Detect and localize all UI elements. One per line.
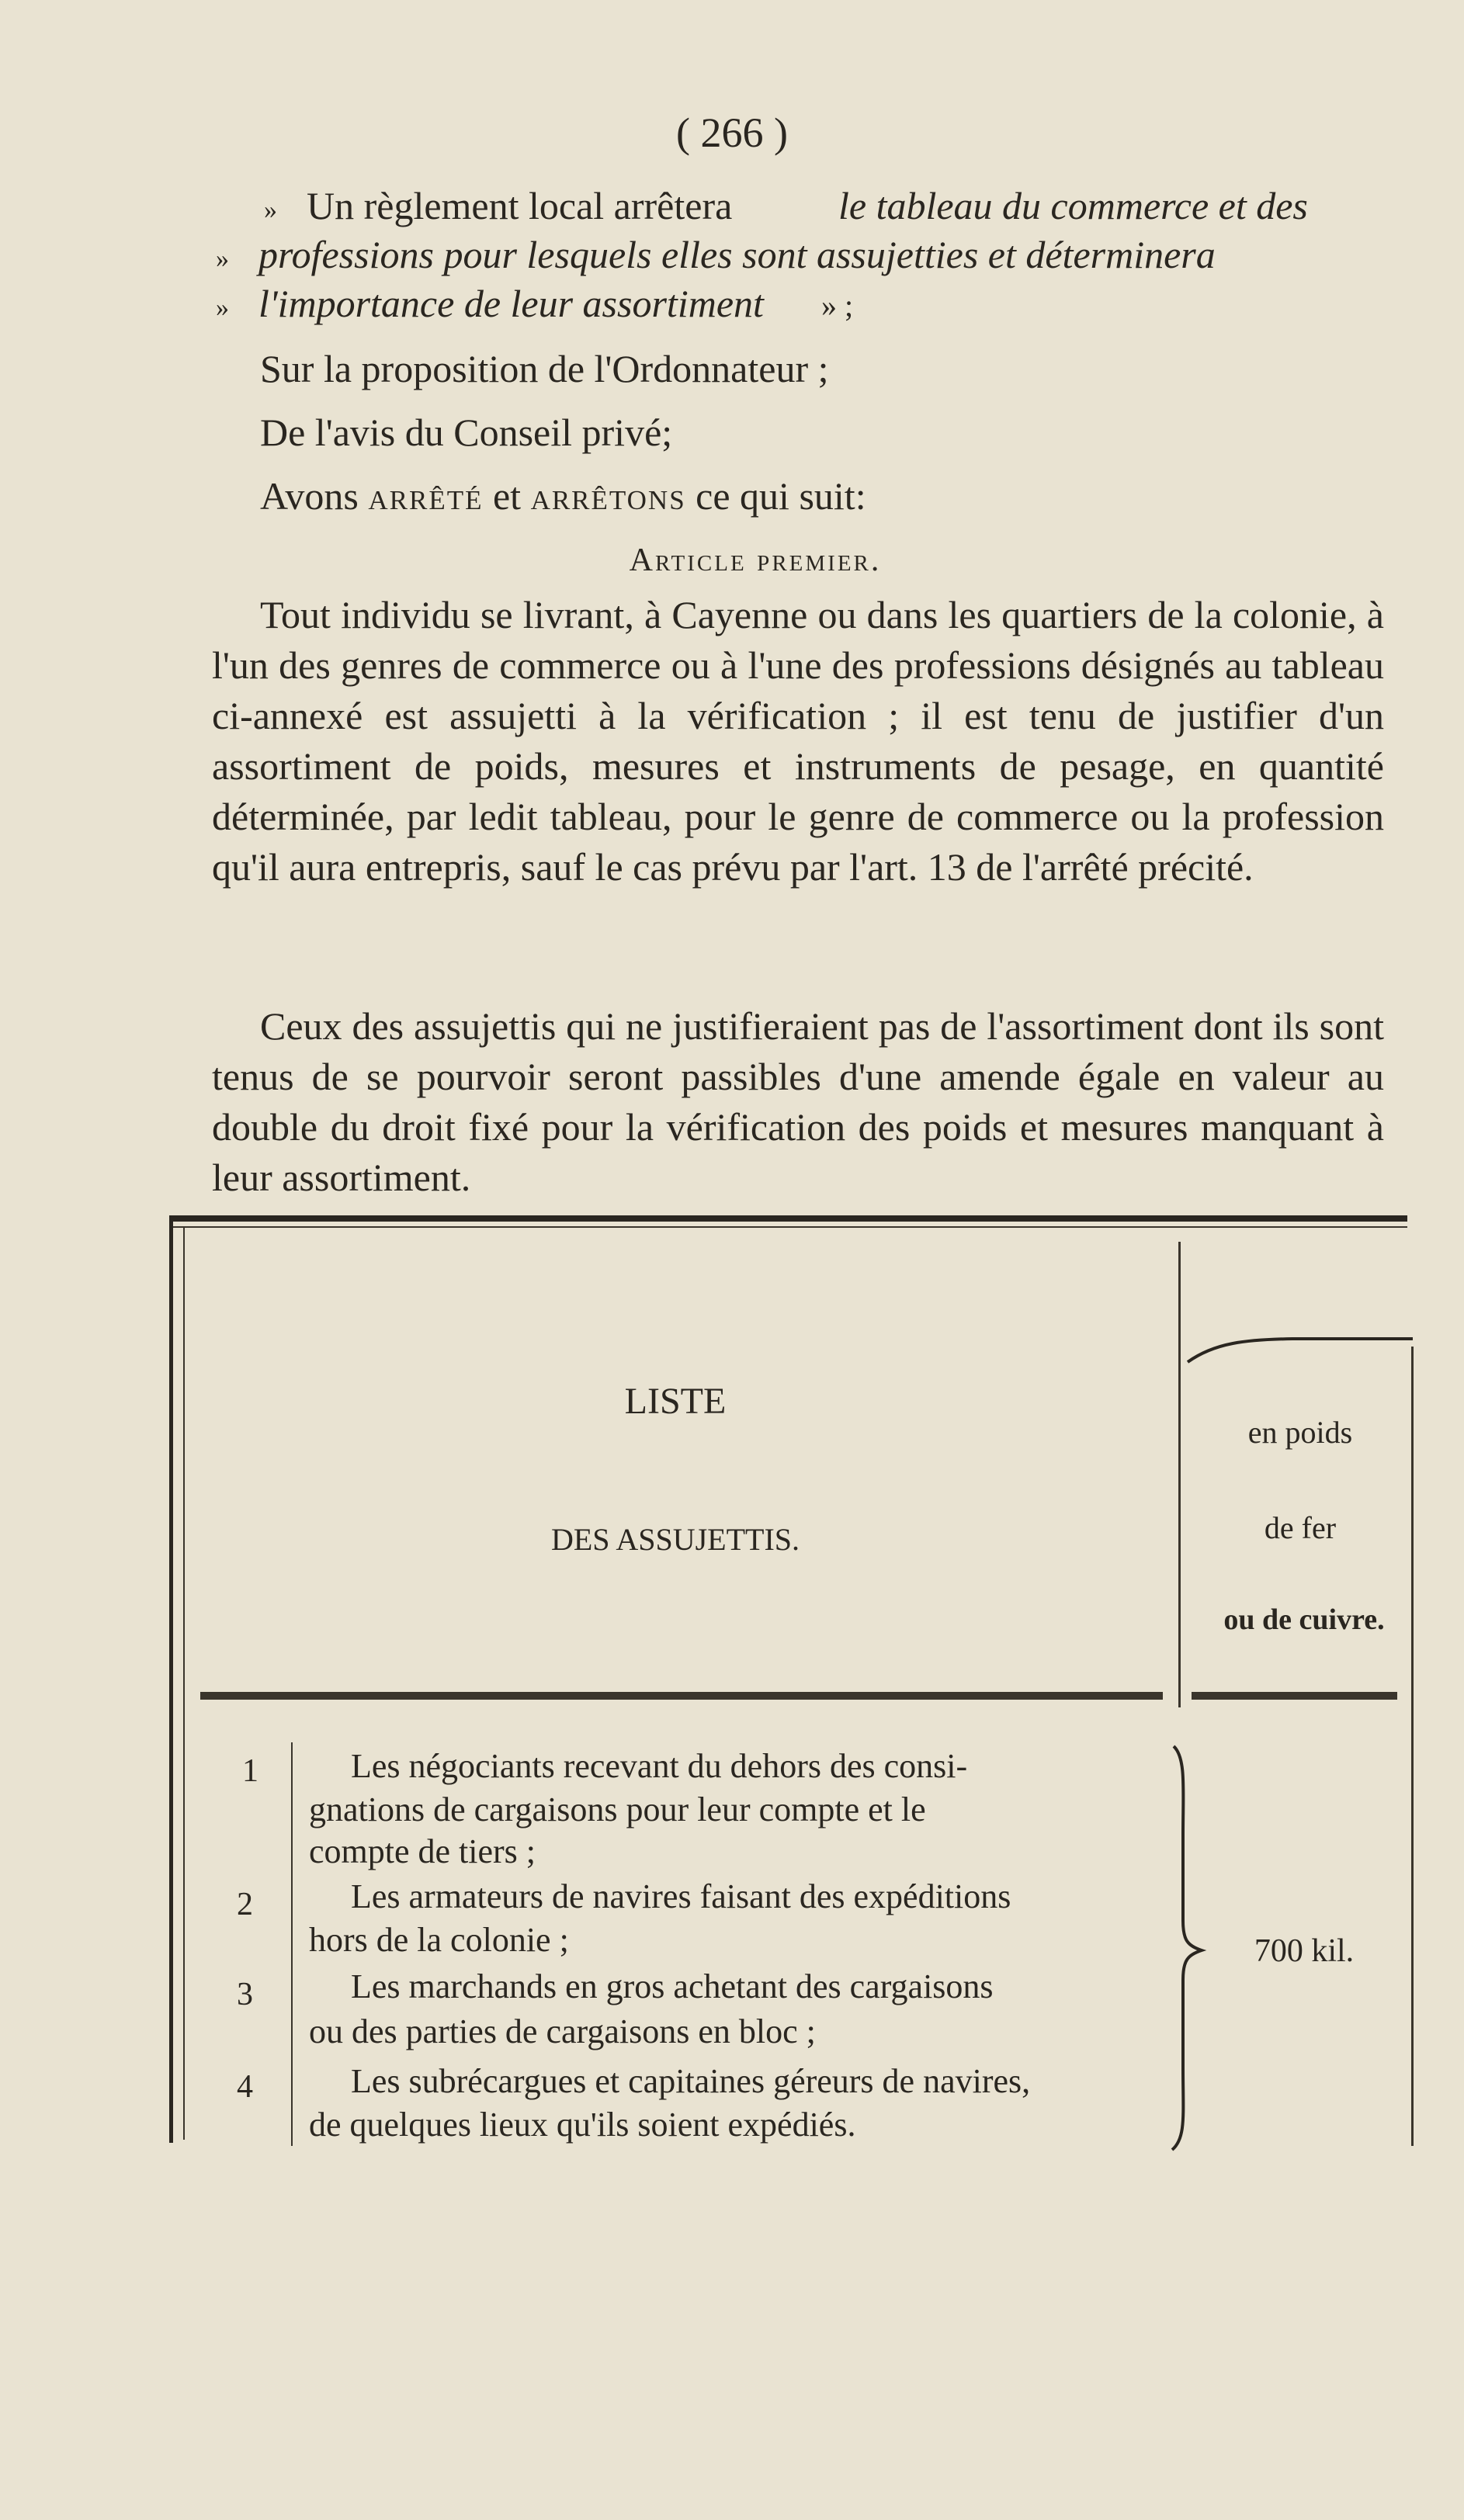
row-text-line: gnations de cargaisons pour leur compte et le [309, 1790, 926, 1828]
column-divider [1178, 1242, 1181, 1707]
header-bottom-rule [200, 1692, 1163, 1700]
table-subtitle: DES ASSUJETTIS. [550, 1522, 800, 1557]
row-text-line: de quelques lieux qu'ils soient expédiés. [309, 2106, 856, 2144]
table-title: LISTE [624, 1381, 727, 1422]
row-number: 3 [237, 1977, 253, 2012]
intro-italic: l'importance de leur assortiment [258, 282, 764, 325]
row-number: 4 [237, 2069, 253, 2105]
decree-word-1: arrêté [368, 474, 484, 518]
row-text-line: Les négociants recevant du dehors des consi- [351, 1747, 968, 1785]
paragraph-2: Ceux des assujettis qui ne justifieraient pas de l'assortiment dont ils sont tenus de se pourvoir seront passibles d'une amende égale en valeur au double du droit fixé pour la vérification des poids et mesures manquant à leur assortiment. [212, 1004, 1384, 1199]
bracket-swoosh-icon [1184, 1319, 1417, 1374]
intro-italic: professions pour lesquels elles sont assujetties et déterminera [258, 233, 1216, 276]
decree-suffix: ce qui suit: [696, 474, 866, 518]
row-text-line: Les subrécargues et capitaines géreurs de navires, [351, 2062, 1031, 2100]
paragraph-1: Tout individu se livrant, à Cayenne ou dans les quartiers de la colonie, à l'un des genres de commerce ou à l'une des professions désignés au tableau ci-annexé est assujetti à la vérification ; il est tenu de justifier d'un assortiment de poids, mesures et instruments de pesage, en quantité déterminée, par ledit tableau, pour le genre de commerce ou la profession qu'il aura entrepris, sauf le cas prévu par l'art. 13 de l'arrêté précité. [212, 593, 1384, 889]
row-number: 1 [242, 1753, 258, 1789]
row-text-line: hors de la colonie ; [309, 1921, 569, 1959]
decree-word-2: arrêtons [530, 474, 686, 518]
table-left-border [169, 1215, 173, 2143]
col-header-line-3: ou de cuivre. [1223, 1603, 1385, 1636]
header-bottom-rule-right [1192, 1692, 1397, 1700]
article-heading: Article premier. [629, 542, 882, 578]
consideration-1: Sur la proposition de l'Ordonnateur ; [260, 347, 829, 390]
row-text-line: compte de tiers ; [309, 1832, 536, 1870]
decree-line [260, 474, 866, 518]
quote-mark: » [216, 293, 229, 322]
quote-mark: » [216, 244, 229, 273]
intro-end: » ; [821, 288, 854, 323]
bracket-value: 700 kil. [1254, 1933, 1355, 1969]
quote-mark: » [264, 196, 277, 224]
page-number: ( 266 ) [676, 109, 788, 156]
row-number: 2 [237, 1887, 253, 1922]
decree-mid: et [492, 474, 522, 518]
consideration-2: De l'avis du Conseil privé; [260, 411, 673, 454]
row-text-line: Les marchands en gros achetant des cargaisons [351, 1967, 994, 2005]
table-left-inner-border [183, 1228, 185, 2140]
row-number-divider [291, 1742, 293, 2146]
col-header-line-1: en poids [1247, 1415, 1353, 1450]
table-right-border [1411, 1347, 1414, 2146]
decree-prefix: Avons [260, 474, 359, 518]
table-top-rule [169, 1215, 1407, 1222]
col-header-line-2: de fer [1264, 1510, 1337, 1545]
intro-italic: le tableau du commerce et des [838, 184, 1308, 227]
row-text-line: ou des parties de cargaisons en bloc ; [309, 2012, 816, 2050]
intro-text: Un règlement local arrêtera [307, 184, 733, 227]
row-text-line: Les armateurs de navires faisant des expéditions [351, 1877, 1011, 1915]
table-top-thin-rule [169, 1226, 1407, 1228]
